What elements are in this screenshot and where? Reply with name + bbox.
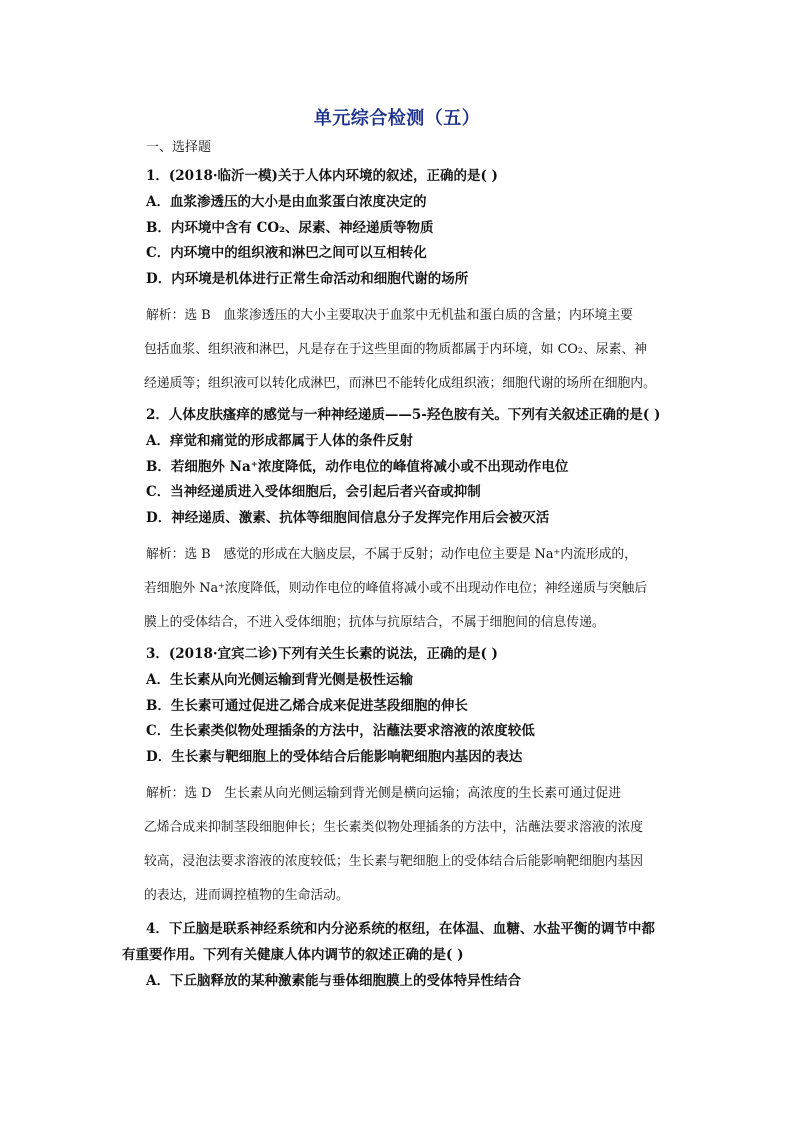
question-1-analysis-line-2: 包括血浆、组织液和淋巴，凡是存在于这些里面的物质都属于内环境，如 CO₂、尿素、神 (144, 341, 647, 357)
question-3-analysis-line-3: 较高，浸泡法要求溶液的浓度较低；生长素与靶细胞上的受体结合后能影响靶细胞内基因 (144, 853, 644, 869)
question-4-stem-line-2: 有重要作用。下列有关健康人体内调节的叙述正确的是( ) (122, 946, 464, 963)
question-2-option-b: B．若细胞外 Na⁺浓度降低，动作电位的峰值将减小或不出现动作电位 (146, 458, 569, 475)
question-2-stem: 2．人体皮肤瘙痒的感觉与一种神经递质——5-羟色胺有关。下列有关叙述正确的是( ) (146, 406, 661, 423)
question-1-stem: 1．(2018·临沂一模)关于人体内环境的叙述，正确的是( ) (146, 168, 498, 184)
question-3-option-c: C．生长素类似物处理插条的方法中，沾蘸法要求溶液的浓度较低 (146, 723, 535, 740)
question-4-stem-line-1: 4．下丘脑是联系神经系统和内分泌系统的枢纽，在体温、血糖、水盐平衡的调节中都 (146, 920, 655, 937)
question-1 (146, 164, 676, 401)
question-1-option-c: C．内环境中的组织液和淋巴之间可以互相转化 (146, 245, 427, 262)
question-3-option-d: D．生长素与靶细胞上的受体结合后能影响靶细胞内基因的表达 (146, 749, 523, 766)
question-3-option-b: B．生长素可通过促进乙烯合成来促进茎段细胞的伸长 (146, 697, 468, 714)
question-2-analysis-line-3: 膜上的受体结合，不进入受体细胞；抗体与抗原结合，不属于细胞间的信息传递。 (144, 614, 605, 630)
page-title: 单元综合检测（五） (313, 108, 481, 129)
question-3-analysis-line-4: 的表达，进而调控植物的生命活动。 (144, 887, 349, 903)
question-3 (146, 642, 676, 913)
question-2-analysis-line-2: 若细胞外 Na⁺浓度降低，则动作电位的峰值将减小或不出现动作电位；神经递质与突触后 (144, 580, 648, 596)
question-1-option-d: D．内环境是机体进行正常生命活动和细胞代谢的场所 (146, 271, 469, 288)
question-2 (146, 403, 676, 640)
question-3-option-a: A．生长素从向光侧运输到背光侧是极性运输 (146, 671, 413, 688)
question-2-option-d: D．神经递质、激素、抗体等细胞间信息分子发挥完作用后会被灭活 (146, 510, 550, 527)
section-heading: 一、选择题 (146, 140, 212, 155)
question-2-option-c: C．当神经递质进入受体细胞后，会引起后者兴奋或抑制 (146, 484, 481, 501)
question-4-option-a: A．下丘脑释放的某种激素能与垂体细胞膜上的受体特异性结合 (146, 972, 521, 989)
question-3-analysis-line-1: 解析：选 D 生长素从向光侧运输到背光侧是横向运输；高浓度的生长素可通过促进 (146, 785, 622, 801)
question-1-analysis-line-1: 解析：选 B 血浆渗透压的大小主要取决于血浆中无机盐和蛋白质的含量；内环境主要 (146, 307, 633, 323)
question-2-analysis-line-1: 解析：选 B 感觉的形成在大脑皮层，不属于反射；动作电位主要是 Na⁺内流形成的， (146, 546, 638, 562)
question-2-option-a: A．痒觉和痛觉的形成都属于人体的条件反射 (146, 432, 413, 449)
question-4 (122, 917, 676, 994)
question-list (122, 138, 676, 994)
question-3-analysis-line-2: 乙烯合成来抑制茎段细胞伸长；生长素类似物处理插条的方法中，沾蘸法要求溶液的浓度 (144, 819, 644, 835)
question-1-analysis-line-3: 经递质等；组织液可以转化成淋巴，而淋巴不能转化成组织液；细胞代谢的场所在细胞内。 (144, 375, 656, 391)
question-1-option-b: B．内环境中含有 CO₂、尿素、神经递质等物质 (146, 219, 434, 236)
question-3-stem: 3．(2018·宜宾二诊)下列有关生长素的说法，正确的是( ) (146, 645, 498, 662)
question-1-option-a: A．血浆渗透压的大小是由血浆蛋白浓度决定的 (146, 193, 427, 210)
